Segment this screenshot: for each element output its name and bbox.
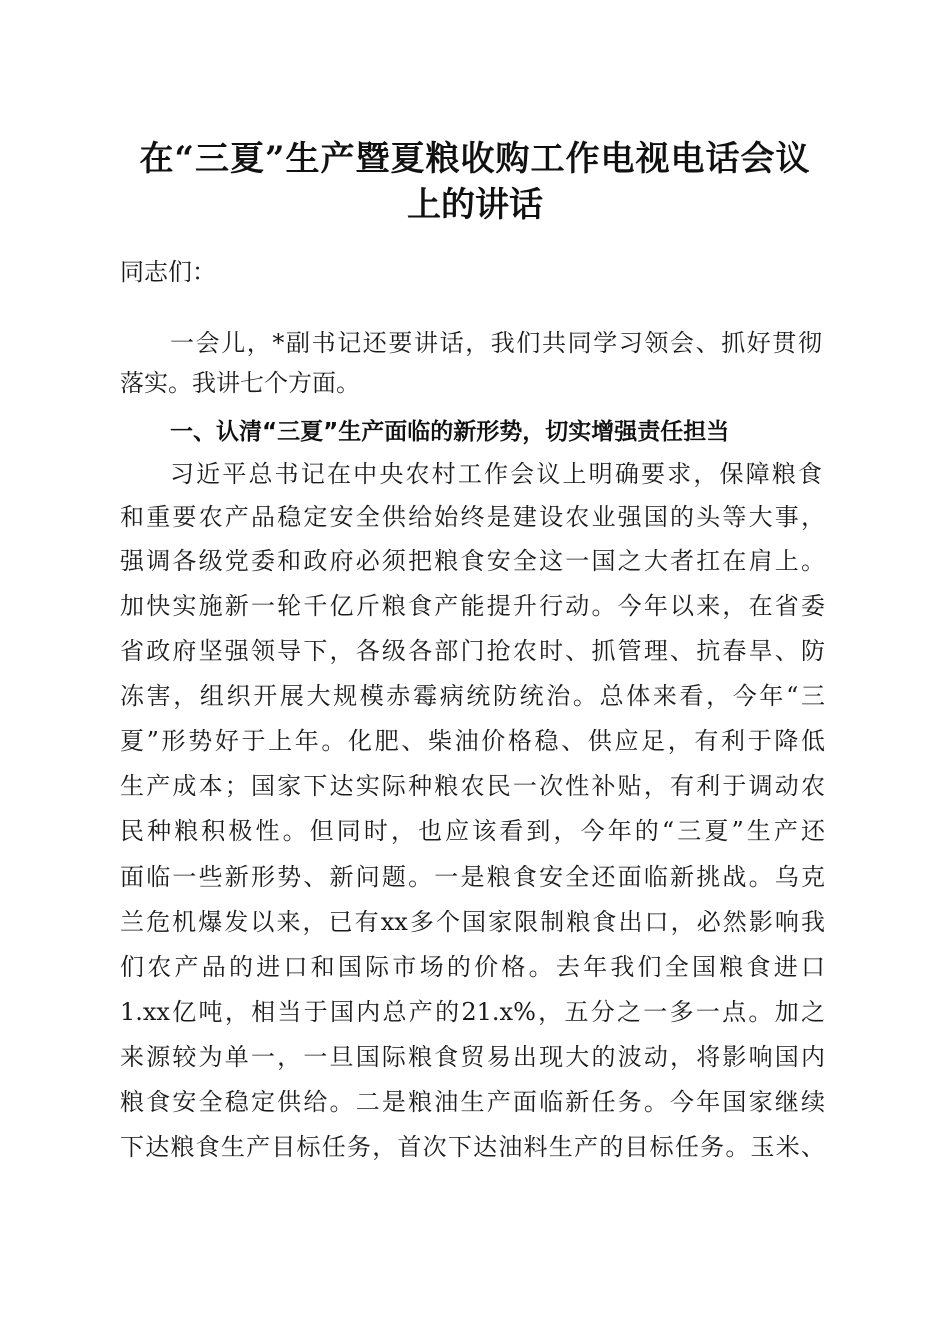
body-line-8: 生产成本；国家下达实际种粮农民一次性补贴，有利于调动农 bbox=[120, 772, 825, 800]
body-line-2: 和重要农产品稳定安全供给始终是建设农业强国的头等大事， bbox=[120, 503, 825, 531]
salutation: 同志们： bbox=[120, 258, 216, 286]
body-line-14: 来源较为单一，一旦国际粮食贸易出现大的波动，将影响国内 bbox=[120, 1043, 825, 1071]
intro-line-2: 落实。我讲七个方面。 bbox=[120, 369, 360, 397]
body-line-3: 强调各级党委和政府必须把粮食安全这一国之大者扛在肩上。 bbox=[120, 547, 825, 575]
body-line-13: 1.xx亿吨，相当于国内总产的21.x%，五分之一多一点。加之 bbox=[120, 998, 825, 1026]
body-line-9: 民种粮积极性。但同时，也应该看到，今年的“三夏”生产还 bbox=[120, 817, 825, 845]
intro-line-1: 一会儿，*副书记还要讲话，我们共同学习领会、抓好贯彻 bbox=[170, 329, 822, 357]
body-line-1: 习近平总书记在中央农村工作会议上明确要求，保障粮食 bbox=[170, 460, 822, 488]
body-line-6: 冻害，组织开展大规模赤霉病统防统治。总体来看，今年“三 bbox=[120, 682, 825, 710]
body-line-12: 们农产品的进口和国际市场的价格。去年我们全国粮食进口 bbox=[120, 953, 825, 981]
body-line-5: 省政府坚强领导下，各级各部门抢农时、抓管理、抗春旱、防 bbox=[120, 637, 825, 665]
body-line-4: 加快实施新一轮千亿斤粮食产能提升行动。今年以来，在省委 bbox=[120, 592, 825, 620]
document-title-line-2: 上的讲话 bbox=[407, 185, 543, 225]
body-line-7: 夏”形势好于上年。化肥、柴油价格稳、供应足，有利于降低 bbox=[120, 727, 825, 755]
body-line-16: 下达粮食生产目标任务，首次下达油料生产的目标任务。玉米、 bbox=[120, 1133, 825, 1161]
document-title-line-1: 在“三夏”生产暨夏粮收购工作电视电话会议 bbox=[139, 139, 811, 179]
body-line-15: 粮食安全稳定供给。二是粮油生产面临新任务。今年国家继续 bbox=[120, 1088, 825, 1116]
body-line-11: 兰危机爆发以来，已有xx多个国家限制粮食出口，必然影响我 bbox=[120, 908, 825, 936]
body-line-10: 面临一些新形势、新问题。一是粮食安全还面临新挑战。乌克 bbox=[120, 863, 825, 891]
section-1-heading: 一、认清“三夏”生产面临的新形势，切实增强责任担当 bbox=[170, 419, 730, 445]
